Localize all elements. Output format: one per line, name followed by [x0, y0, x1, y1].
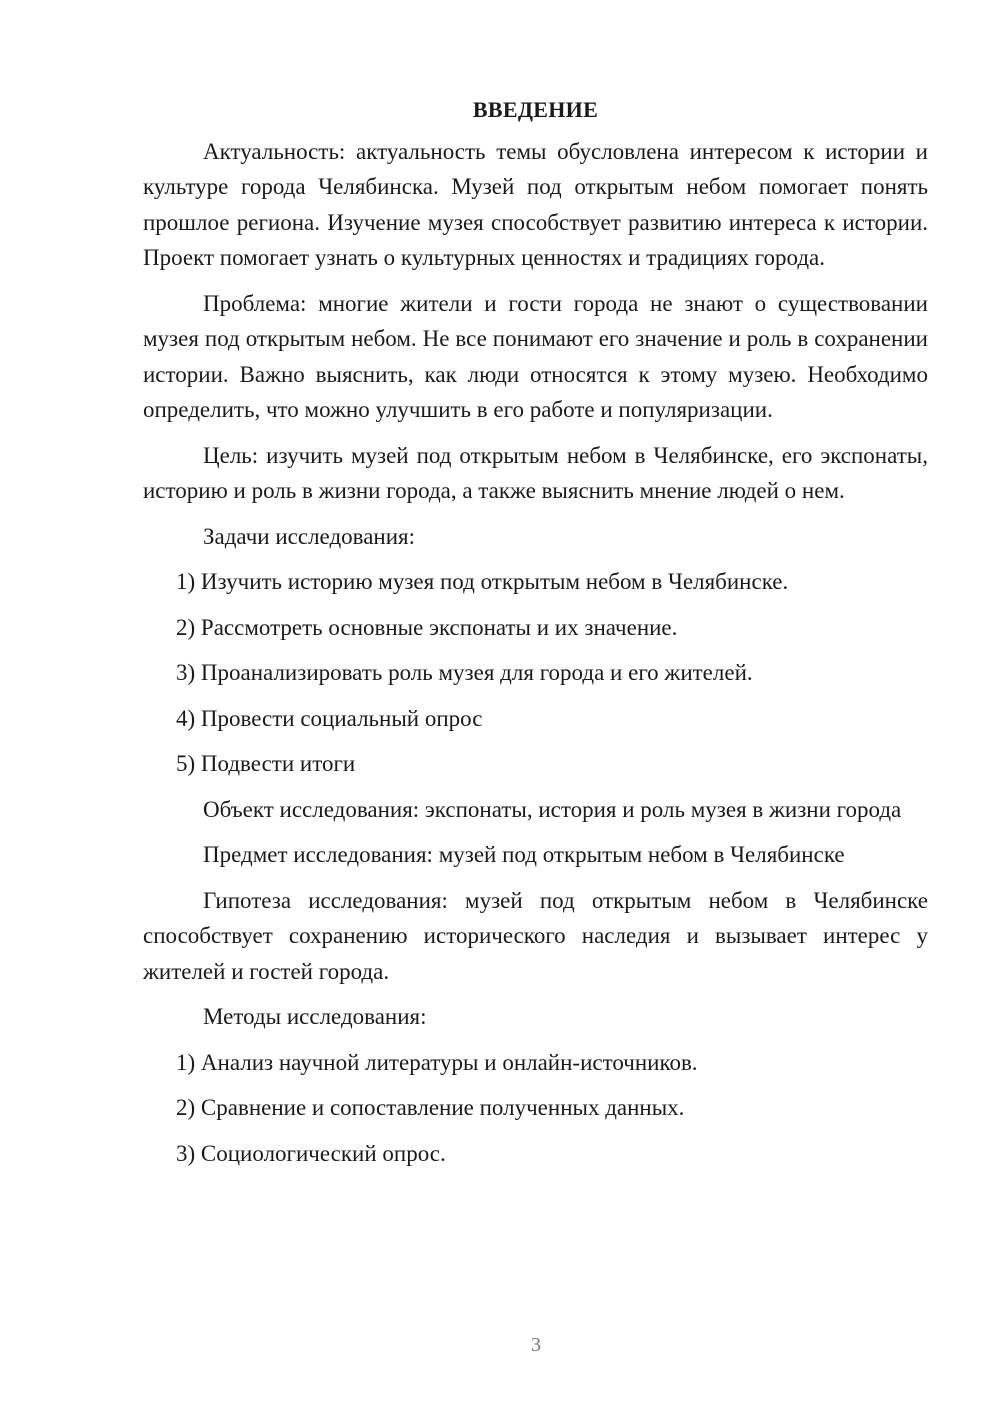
document-page	[143, 92, 928, 1181]
tasks-list	[143, 564, 928, 782]
section-title: ВВЕДЕНИЕ	[472, 97, 599, 122]
task-item: 3) Проанализировать роль музея для города и его жителей.	[176, 660, 753, 685]
object-paragraph: Объект исследования: экспонаты, история и роль музея в жизни города	[203, 796, 902, 822]
page-number: 3	[531, 1334, 541, 1356]
methods-list	[143, 1045, 928, 1172]
task-item: 1) Изучить историю музея под открытым небом в Челябинске.	[176, 569, 789, 594]
method-item: 2) Сравнение и сопоставление полученных данных.	[176, 1095, 685, 1120]
method-item: 3) Социологический опрос.	[176, 1140, 446, 1166]
subject-paragraph: Предмет исследования: музей под открытым небом в Челябинске	[203, 842, 845, 867]
task-item: 2) Рассмотреть основные экспонаты и их значение.	[176, 614, 678, 640]
problem-paragraph: Проблема: многие жители и гости города не знают о существовании музея под открытым небом. Не все понимают его значение и роль в сохранении истории. Важно выяснить, как люди относятся к этому музею. Необходимо определить, что можно улучшить в его работе и популяризации.	[143, 290, 928, 422]
tasks-heading: Задачи исследования:	[203, 523, 416, 549]
task-item: 5) Подвести итоги	[176, 751, 356, 776]
hypothesis-paragraph: Гипотеза исследования: музей под открытым небом в Челябинске способствует сохранению исторического наследия и вызывает интерес у жителей и гостей города.	[143, 887, 928, 984]
methods-heading: Методы исследования:	[203, 1004, 427, 1029]
method-item: 1) Анализ научной литературы и онлайн-источников.	[176, 1049, 698, 1075]
relevance-paragraph: Актуальность: актуальность темы обусловлена интересом к истории и культуре города Челябинска. Музей под открытым небом помогает понять прошлое региона. Изучение музея способствует развитию интереса к истории. Проект помогает узнать о культурных ценностях и традициях города.	[143, 138, 928, 270]
task-item: 4) Провести социальный опрос	[176, 705, 483, 731]
goal-paragraph: Цель: изучить музей под открытым небом в Челябинске, его экспонаты, историю и роль в жизни города, а также выяснить мнение людей о нем.	[143, 442, 928, 503]
